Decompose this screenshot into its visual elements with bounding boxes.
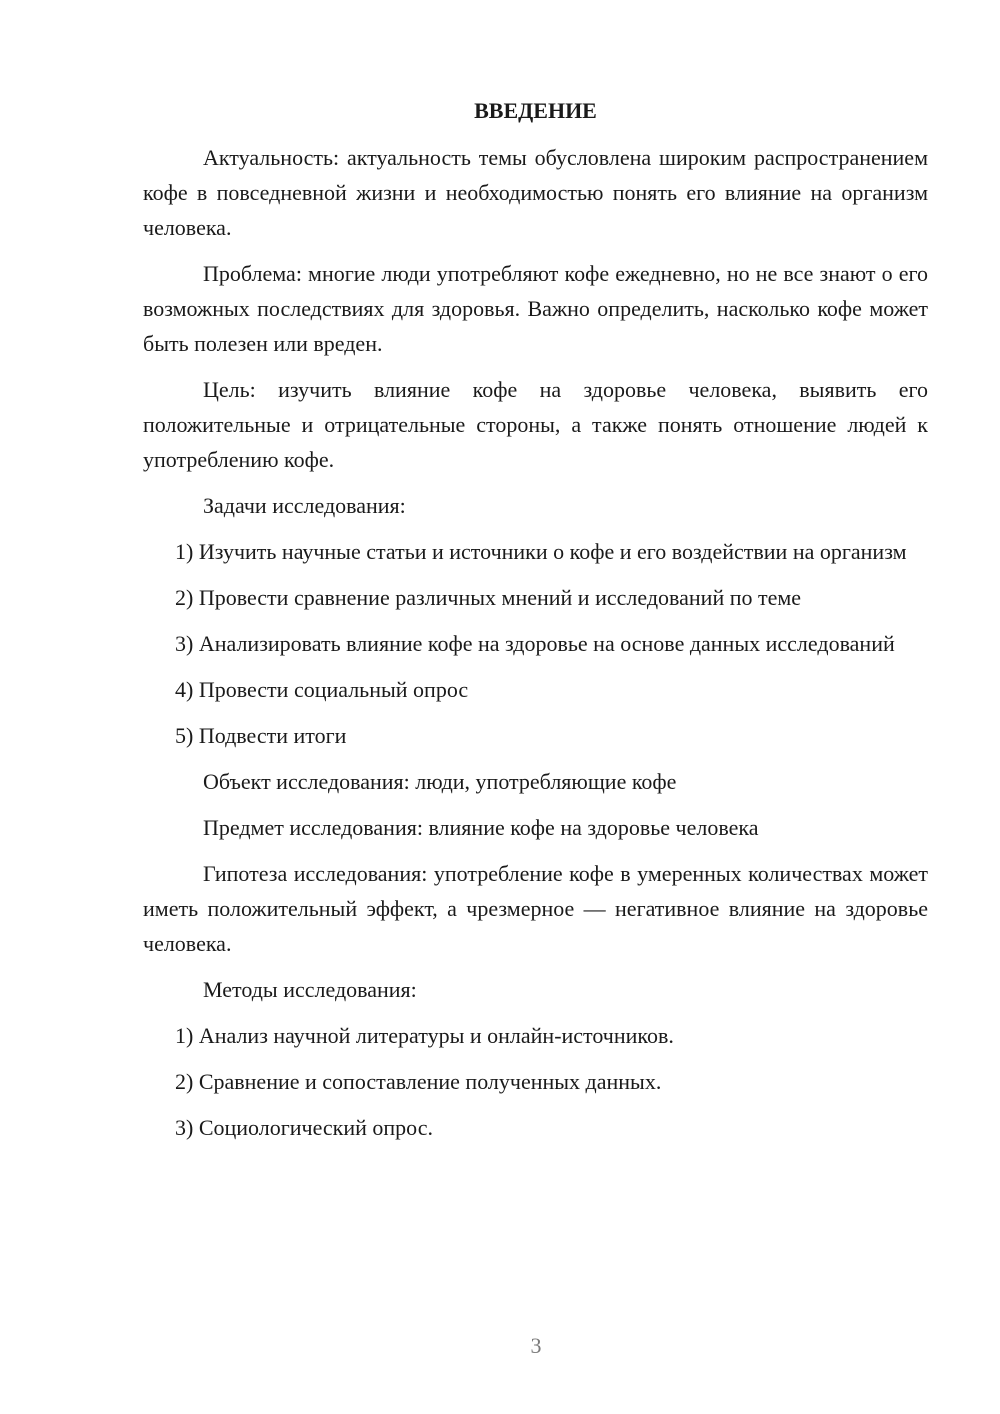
section-title: ВВЕДЕНИЕ [474, 98, 597, 123]
task-item-2: 2) Провести сравнение различных мнений и исследований по теме [175, 585, 802, 610]
method-item-1: 1) Анализ научной литературы и онлайн-источников. [175, 1023, 674, 1048]
research-hypothesis: Гипотеза исследования: употребление кофе в умеренных количествах может иметь положительный эффект, а чрезмерное — негативное влияние на здоровье человека. [143, 861, 928, 956]
problem-paragraph: Проблема: многие люди употребляют кофе ежедневно, но не все знают о его возможных последствиях для здоровья. Важно определить, насколько кофе может быть полезен или вреден. [143, 261, 928, 356]
relevance-paragraph: Актуальность: актуальность темы обусловлена широким распространением кофе в повседневной жизни и необходимостью понять его влияние на организм человека. [143, 145, 928, 240]
task-item-1: 1) Изучить научные статьи и источники о кофе и его воздействии на организм [175, 539, 907, 564]
task-item-3: 3) Анализировать влияние кофе на здоровье на основе данных исследований [175, 631, 895, 656]
document-page [143, 96, 928, 1156]
method-item-2: 2) Сравнение и сопоставление полученных данных. [175, 1069, 662, 1094]
tasks-heading: Задачи исследования: [203, 493, 406, 518]
methods-heading: Методы исследования: [203, 977, 417, 1002]
task-item-4: 4) Провести социальный опрос [175, 677, 469, 702]
task-item-5: 5) Подвести итоги [175, 723, 347, 748]
method-item-3: 3) Социологический опрос. [175, 1115, 433, 1140]
goal-paragraph: Цель: изучить влияние кофе на здоровье человека, выявить его положительные и отрицательные стороны, а также понять отношение людей к употреблению кофе. [143, 377, 928, 472]
research-subject: Предмет исследования: влияние кофе на здоровье человека [203, 815, 759, 840]
research-object: Объект исследования: люди, употребляющие кофе [203, 769, 677, 794]
page-number: 3 [530, 1333, 542, 1358]
